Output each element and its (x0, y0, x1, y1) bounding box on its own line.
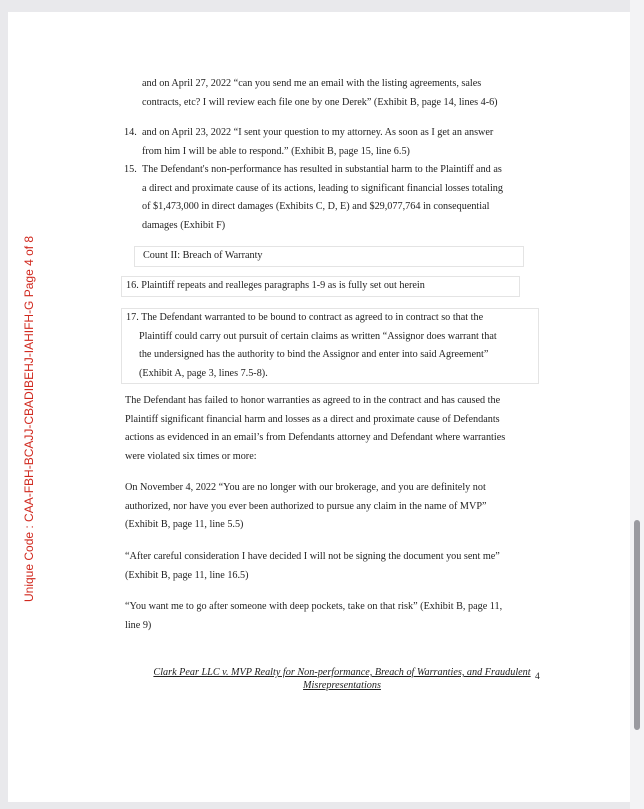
footer-title-line: Clark Pear LLC v. MVP Realty for Non-performance, Breach of Warranties, and Fraudulent (153, 667, 531, 678)
text-line: “After careful consideration I have decided I will not be signing the document you sent me” (125, 551, 500, 562)
text-line: contracts, etc? I will review each file one by one Derek” (Exhibit B, page 14, lines 4-6) (142, 96, 498, 108)
text-line: (Exhibit B, page 11, line 16.5) (125, 569, 249, 581)
quote-3 (125, 598, 502, 635)
text-line: the undersigned has the authority to bind the Assignor and enter into said Agreement” (139, 349, 489, 360)
quote-2 (125, 548, 500, 585)
text-line: Plaintiff significant financial harm and losses as a direct and proximate cause of Defendants (125, 413, 500, 425)
text-line: Plaintiff could carry out pursuit of certain claims as written “Assignor does warrant that (139, 330, 497, 342)
text-line: 17. The Defendant warranted to be bound to contract as agreed to in contract so that the (126, 312, 484, 323)
text-line: 16. Plaintiff repeats and realleges paragraphs 1-9 as is fully set out herein (126, 280, 425, 291)
text-line: The Defendant's non-performance has resulted in substantial harm to the Plaintiff and as (142, 164, 502, 175)
text-line: On November 4, 2022 “You are no longer with our brokerage, and you are definitely not (125, 482, 486, 493)
text-line: a direct and proximate cause of its actions, leading to significant financial losses totaling (142, 182, 503, 194)
item-number: 14. (124, 127, 137, 138)
text-line: authorized, nor have you ever been authorized to pursue any claim in the name of MVP” (125, 500, 487, 512)
text-line: (Exhibit B, page 11, line 5.5) (125, 519, 244, 530)
text-line: damages (Exhibit F) (142, 219, 226, 231)
count-heading-text: Count II: Breach of Warranty (143, 250, 263, 261)
vertical-scrollbar[interactable] (630, 0, 644, 809)
text-line: and on April 27, 2022 “can you send me an email with the listing agreements, sales (142, 78, 482, 89)
text-line: The Defendant has failed to honor warranties as agreed to in the contract and has caused the (125, 395, 501, 406)
document-page (8, 12, 630, 802)
text-line: of $1,473,000 in direct damages (Exhibits C, D, E) and $29,077,764 in consequential (142, 201, 490, 212)
item-17 (121, 308, 539, 384)
text-line: actions as evidenced in an email’s from Defendants attorney and Defendant where warranties (125, 432, 506, 443)
text-line: were violated six times or more: (125, 450, 257, 462)
unique-code-label: Unique Code : CAA-FBH-BCAJJ-CBADIBEHJ-IAHIFH-G Page 4 of 8 (22, 235, 36, 602)
text-line: line 9) (125, 619, 152, 631)
count-heading (134, 246, 524, 267)
item-14 (142, 124, 493, 161)
scrollbar-thumb[interactable] (634, 520, 640, 730)
page-number: 4 (535, 672, 540, 682)
paragraph-continued (142, 75, 498, 112)
footer-title-line: Misrepresentations (303, 680, 381, 691)
text-line: and on April 23, 2022 “I sent your question to my attorney. As soon as I get an answer (142, 127, 494, 138)
text-line: from him I will be able to respond.” (Exhibit B, page 15, line 6.5) (142, 145, 410, 157)
text-line: (Exhibit A, page 3, lines 7.5-8). (139, 367, 268, 379)
quote-1 (125, 479, 487, 535)
footer-case-title (150, 666, 534, 692)
item-number: 15. (124, 164, 137, 175)
item-15 (142, 161, 503, 235)
paragraph-failed-warranties (125, 392, 505, 466)
text-line: “You want me to go after someone with deep pockets, take on that risk” (Exhibit B, page 11, (125, 601, 503, 612)
item-16 (121, 276, 520, 297)
